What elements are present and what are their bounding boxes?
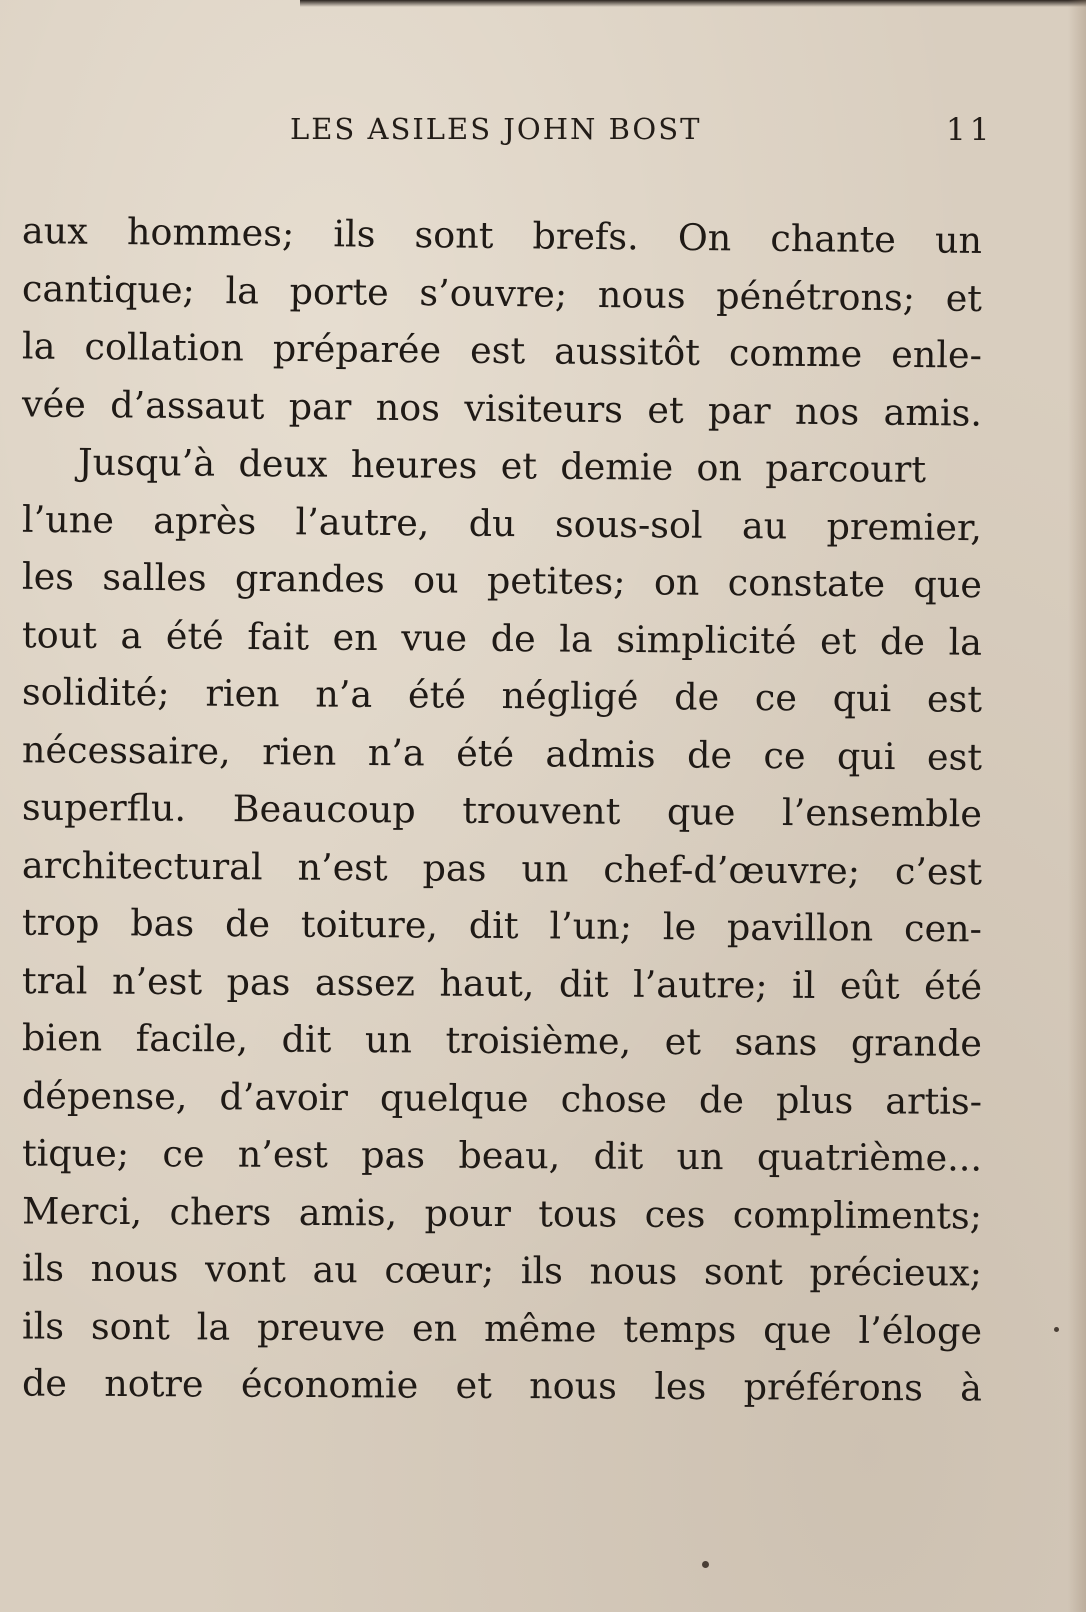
text-line: nécessaire, rien n’a été admis de ce qui est	[21, 727, 983, 779]
text-line: tout a été fait en vue de la simplicité et de la	[21, 612, 983, 664]
text-line: trop bas de toiture, dit l’un; le pavillon cen-	[21, 900, 983, 951]
text-line: l’une après l’autre, du sous-sol au premier,	[21, 497, 983, 549]
body-text	[22, 207, 982, 1415]
page-right-edge	[1068, 0, 1086, 1612]
text-line: architectural n’est pas un chef-d’œuvre; c’est	[21, 843, 983, 893]
text-line: cantique; la porte s’ouvre; nous pénétrons; et	[21, 266, 983, 320]
text-line: bien facile, dit un troisième, et sans grande	[21, 1016, 983, 1065]
text-line: de notre économie et nous les préférons à	[21, 1361, 983, 1410]
paper-fleck	[1054, 1327, 1059, 1332]
text-line: les salles grandes ou petites; on constate que	[21, 554, 983, 607]
text-line: Jusqu’à deux heures et demie on parcourt	[77, 440, 927, 491]
text-line: aux hommes; ils sont brefs. On chante un	[21, 208, 983, 263]
text-line: ils nous vont au cœur; ils nous sont précieux;	[21, 1246, 983, 1295]
page-top-shadow	[300, 0, 1086, 7]
text-line: Merci, chers amis, pour tous ces compliments;	[21, 1188, 983, 1238]
text-line: vée d’assaut par nos visiteurs et par nos amis.	[21, 381, 983, 435]
text-line: dépense, d’avoir quelque chose de plus artis-	[21, 1073, 983, 1123]
text-line: solidité; rien n’a été négligé de ce qui est	[21, 670, 983, 721]
text-line: la collation préparée est aussitôt comme enle-	[21, 324, 983, 377]
paper-fleck	[702, 1561, 709, 1568]
page-number: 11	[946, 112, 994, 148]
text-line: ils sont la preuve en même temps que l’éloge	[21, 1303, 983, 1353]
text-line: superflu. Beaucoup trouvent que l’ensemble	[21, 785, 983, 836]
text-line: tique; ce n’est pas beau, dit un quatrième...	[21, 1131, 983, 1180]
running-header: LES ASILES JOHN BOST	[290, 112, 702, 146]
text-line: tral n’est pas assez haut, dit l’autre; il eût été	[21, 958, 983, 1008]
